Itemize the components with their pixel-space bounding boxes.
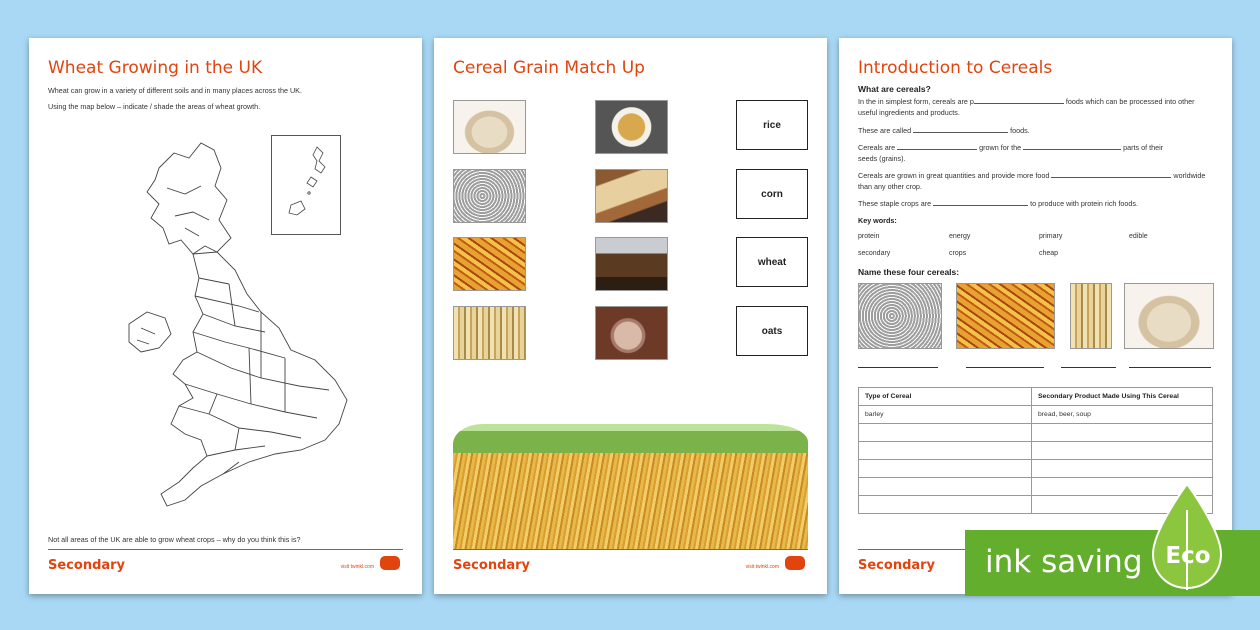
rice-grain-photo: [453, 169, 526, 223]
table-cell[interactable]: [859, 496, 1032, 514]
table-row: [859, 424, 1213, 442]
text-fragment: Cereals are grown in great quantities and provide more food: [858, 171, 1050, 180]
text-line-3: [858, 143, 1163, 152]
page-title: Cereal Grain Match Up: [453, 58, 645, 78]
wheat-ear-photo: [1070, 283, 1112, 349]
text-line-5: [858, 199, 1138, 208]
table-row: [859, 460, 1213, 478]
text-fragment: foods.: [1010, 126, 1030, 135]
eco-leaf-icon: [1149, 482, 1225, 592]
keywords-heading: Key words:: [858, 216, 897, 225]
fill-in-blank[interactable]: [933, 205, 1028, 206]
footer-label: Secondary: [453, 558, 531, 573]
text-line-4: [858, 171, 1205, 180]
word-box-rice: rice: [736, 100, 808, 150]
text-fragment: Cereals are: [858, 143, 896, 152]
keyword: secondary: [858, 250, 891, 257]
text-fragment: These staple crops are: [858, 199, 932, 208]
table-cell: bread, beer, soup: [1032, 406, 1213, 424]
table-header-cell: Type of Cereal: [859, 388, 1032, 406]
rice-grain-photo: [858, 283, 942, 349]
footer-divider: [48, 549, 403, 550]
word-box-corn: corn: [736, 169, 808, 219]
ink-saving-label: ink saving: [985, 544, 1143, 580]
keyword: edible: [1129, 233, 1148, 240]
wheat-field-illustration: [453, 453, 808, 550]
text-line-1: [858, 97, 1195, 106]
oat-grain-photo: [453, 100, 526, 154]
word-box-oats: oats: [736, 306, 808, 356]
uk-map-outline: [89, 128, 419, 508]
intro-text-2: Using the map below – indicate / shade the areas of wheat growth.: [48, 102, 261, 111]
twinkl-logo-icon: [380, 556, 400, 570]
fill-in-blank[interactable]: [897, 149, 977, 150]
text-fragment: to produce with protein rich foods.: [1030, 199, 1138, 208]
section-heading-what-are-cereals: What are cereals?: [858, 84, 931, 94]
table-cell[interactable]: [859, 478, 1032, 496]
table-cell[interactable]: [859, 460, 1032, 478]
keyword: energy: [949, 233, 971, 240]
twinkl-logo-icon: [785, 556, 805, 570]
answer-line[interactable]: [966, 367, 1044, 368]
text-fragment: In the in simplest form, cereals are p: [858, 97, 974, 106]
footer-label: Secondary: [858, 558, 936, 573]
table-cell[interactable]: [859, 424, 1032, 442]
table-cell[interactable]: [1032, 424, 1213, 442]
keyword: cheap: [1039, 250, 1059, 257]
keyword: primary: [1039, 233, 1063, 240]
cereal-bowl-photo: [595, 100, 668, 154]
fill-in-blank[interactable]: [1023, 149, 1121, 150]
answer-line[interactable]: [1129, 367, 1211, 368]
footer-divider: [453, 549, 808, 550]
fill-in-blank[interactable]: [974, 103, 1064, 104]
worksheet-cereal-grain-match-up: [434, 38, 827, 594]
text-line-4c: than any other crop.: [858, 182, 922, 191]
shetland-inset-map: [271, 135, 341, 235]
bread-photo: [595, 169, 668, 223]
page-title: Wheat Growing in the UK: [48, 58, 263, 78]
name-cereals-heading: Name these four cereals:: [858, 267, 960, 277]
keyword: crops: [949, 250, 967, 257]
table-cell[interactable]: [1032, 442, 1213, 460]
corn-kernel-photo: [453, 237, 526, 291]
text-fragment: worldwide: [1173, 171, 1206, 180]
page-title: Introduction to Cereals: [858, 58, 1053, 78]
wheat-ear-photo: [453, 306, 526, 360]
table-header-row: [859, 388, 1213, 406]
text-line-2: [858, 126, 1030, 135]
rice-cake-photo: [595, 306, 668, 360]
text-fragment: These are called: [858, 126, 912, 135]
answer-line[interactable]: [858, 367, 938, 368]
text-fragment: parts of their: [1123, 143, 1164, 152]
text-fragment: foods which can be processed into other: [1065, 97, 1195, 106]
text-fragment: grown for the: [979, 143, 1022, 152]
text-line-3d: seeds (grains).: [858, 154, 906, 163]
text-line-1c: useful ingredients and products.: [858, 108, 960, 117]
table-header-cell: Secondary Product Made Using This Cereal: [1032, 388, 1213, 406]
eco-badge-label: Eco: [1165, 543, 1211, 569]
worksheet-wheat-growing: [29, 38, 422, 594]
table-cell[interactable]: [859, 442, 1032, 460]
corn-kernel-photo: [956, 283, 1055, 349]
answer-line[interactable]: [1061, 367, 1116, 368]
crispbread-photo: [595, 237, 668, 291]
fill-in-blank[interactable]: [913, 132, 1008, 133]
table-cell[interactable]: [1032, 460, 1213, 478]
question-text: Not all areas of the UK are able to grow wheat crops – why do you think this is?: [48, 535, 301, 544]
table-row: [859, 442, 1213, 460]
intro-text-1: Wheat can grow in a variety of different soils and in many places across the UK.: [48, 86, 302, 95]
table-row: [859, 406, 1213, 424]
keyword: protein: [858, 233, 880, 240]
oat-grain-photo: [1124, 283, 1214, 349]
footer-site: visit twinkl.com: [745, 564, 779, 570]
table-cell: barley: [859, 406, 1032, 424]
fill-in-blank[interactable]: [1051, 177, 1171, 178]
word-box-wheat: wheat: [736, 237, 808, 287]
footer-label: Secondary: [48, 558, 126, 573]
footer-site: visit twinkl.com: [340, 564, 374, 570]
